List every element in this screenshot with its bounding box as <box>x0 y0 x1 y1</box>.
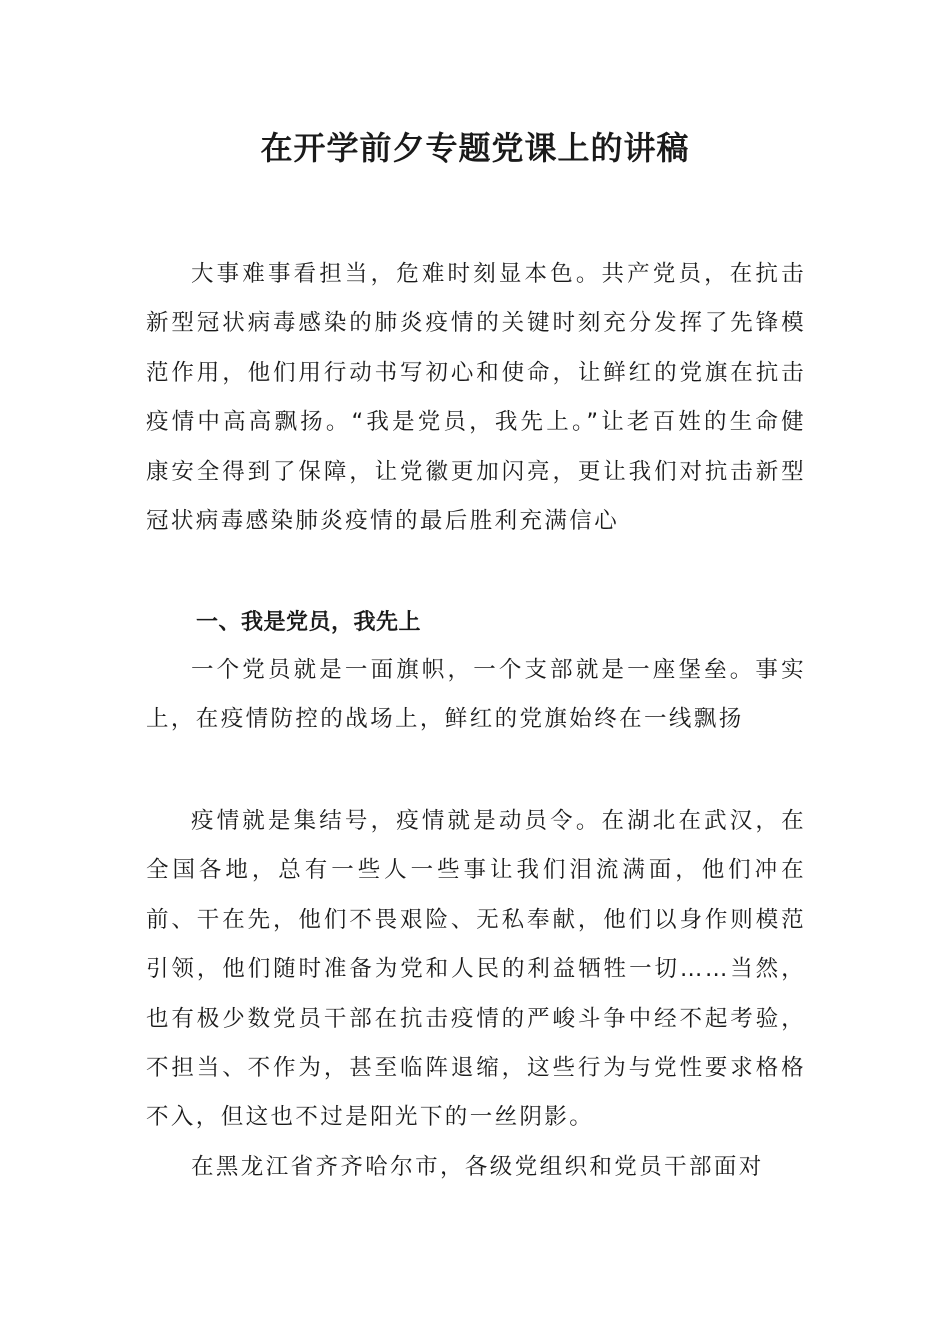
intro-paragraph: 大事难事看担当，危难时刻显本色。共产党员，在抗击新型冠状病毒感染的肺炎疫情的关键时刻充分发挥了先锋模范作用，他们用行动书写初心和使命，让鲜红的党旗在抗击疫情中高高飘扬。“我是党员，我先上。”让老百姓的生命健康安全得到了保障，让党徽更加闪亮，更让我们对抗击新型冠状病毒感染肺炎疫情的最后胜利充满信心 <box>146 261 806 535</box>
body-paragraph: 在黑龙江省齐齐哈尔市，各级党组织和党员干部面对 <box>191 1154 764 1180</box>
body-paragraph: 一个党员就是一面旗帜，一个支部就是一座堡垒。事实上，在疫情防控的战场上，鲜红的党旗始终在一线飘扬 <box>146 657 806 733</box>
section-heading: 一、我是党员，我先上 <box>196 610 422 635</box>
document-title: 在开学前夕专题党课上的讲稿 <box>260 129 690 167</box>
body-paragraph: 疫情就是集结号，疫情就是动员令。在湖北在武汉，在全国各地，总有一些人一些事让我们泪流满面，他们冲在前、干在先，他们不畏艰险、无私奉献，他们以身作则模范引领，他们随时准备为党和人民的利益牺牲一切……当然，也有极少数党员干部在抗击疫情的严峻斗争中经不起考验，不担当、不作为，甚至临阵退缩，这些行为与党性要求格格不入，但这也不过是阳光下的一丝阴影。 <box>146 808 806 1131</box>
